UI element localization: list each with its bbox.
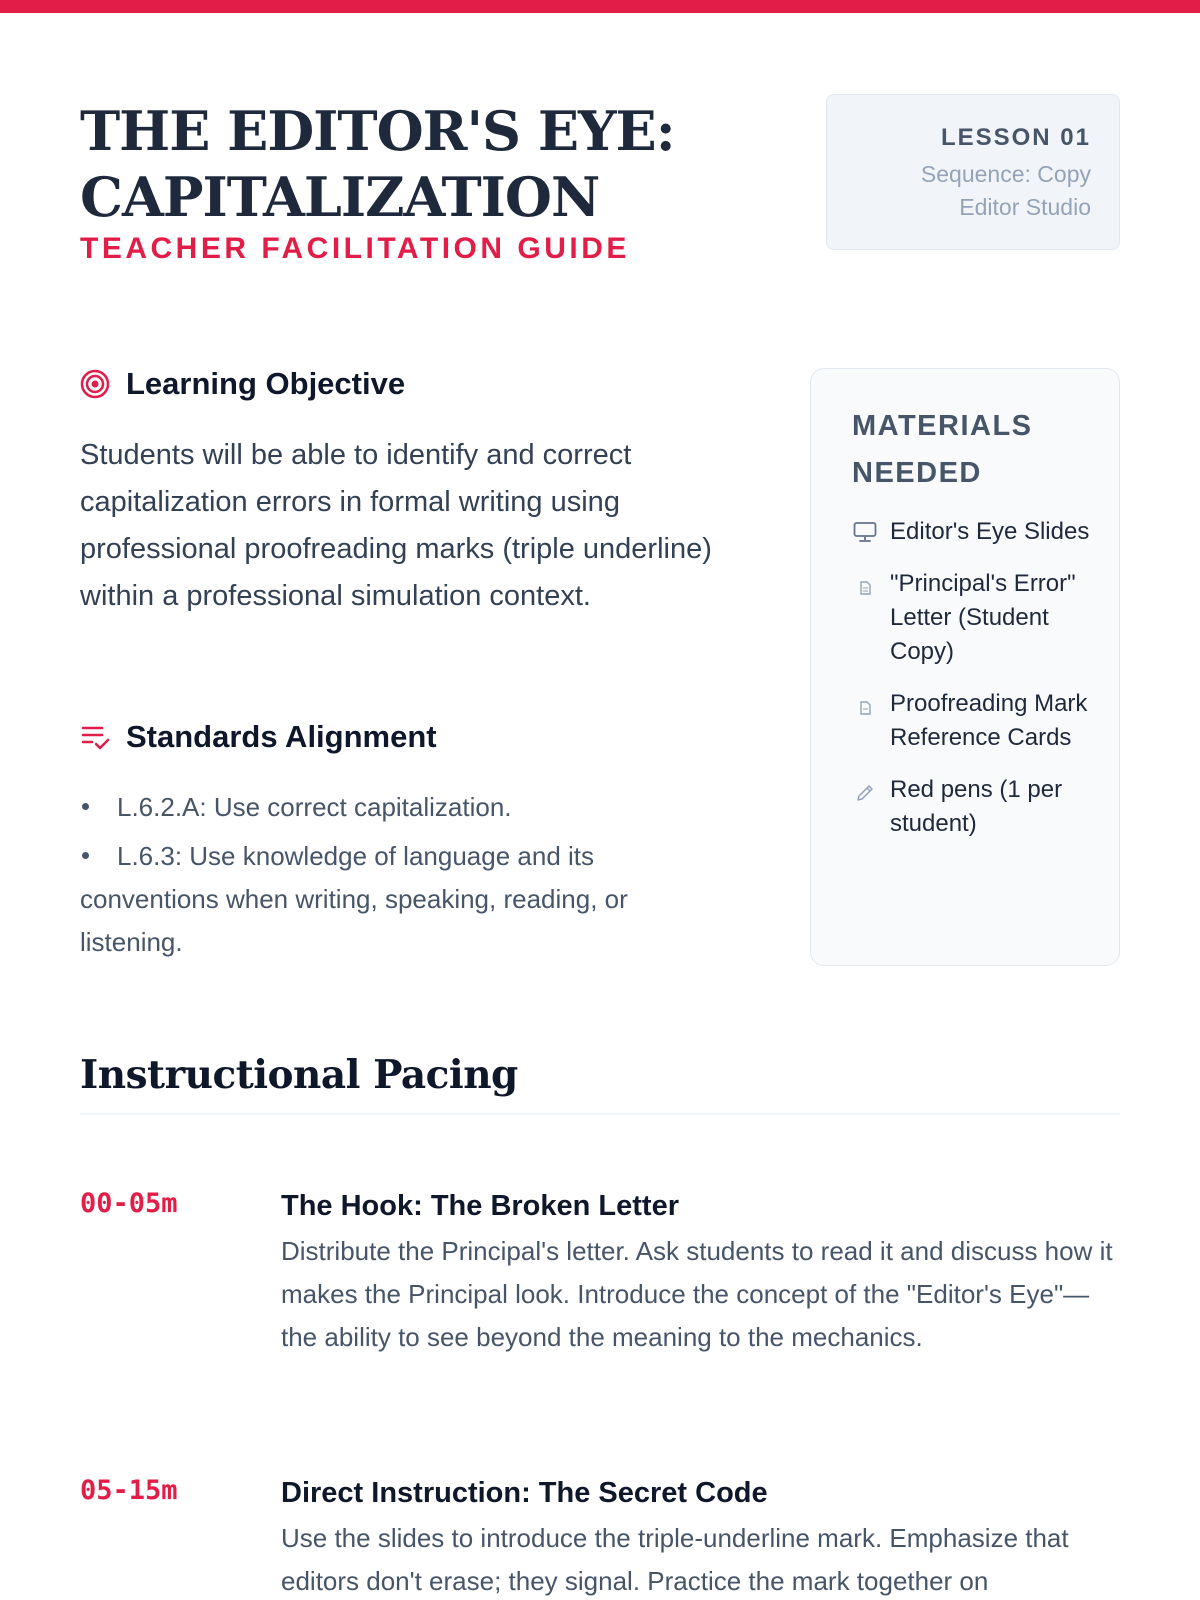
pacing-step-title: The Hook: The Broken Letter bbox=[281, 1190, 679, 1222]
lesson-info-card bbox=[826, 94, 1120, 250]
pen-icon bbox=[852, 779, 878, 803]
page-header bbox=[80, 98, 780, 266]
target-icon bbox=[80, 369, 110, 399]
material-label: "Principal's Error" Letter (Student Copy) bbox=[890, 570, 1076, 665]
materials-card bbox=[810, 368, 1120, 966]
pacing-time: 05-15m bbox=[80, 1475, 178, 1506]
materials-title-line1: MATERIALS bbox=[852, 410, 1033, 442]
objective-heading bbox=[80, 366, 405, 402]
pacing-step-title: Direct Instruction: The Secret Code bbox=[281, 1477, 768, 1509]
bullet-icon bbox=[82, 852, 89, 859]
pacing-step-body bbox=[281, 1188, 1121, 1359]
document-icon bbox=[852, 573, 878, 595]
standards-item bbox=[80, 835, 720, 964]
pacing-divider bbox=[80, 1113, 1120, 1115]
standards-heading bbox=[80, 719, 437, 755]
standards-item-text: L.6.3: Use knowledge of language and its conventions when writing, speaking, reading, or listening. bbox=[80, 841, 628, 957]
materials-list bbox=[852, 515, 1099, 841]
pacing-step-text: Distribute the Principal's letter. Ask students to read it and discuss how it makes the Principal look. Introduce the concept of the "Editor's Eye"—the ability to see beyond the meaning to the mechanics. bbox=[281, 1236, 1113, 1352]
pacing-time: 00-05m bbox=[80, 1188, 178, 1219]
lesson-number: LESSON 01 bbox=[940, 124, 1091, 151]
material-label: Proofreading Mark Reference Cards bbox=[890, 690, 1088, 751]
pacing-step-text: Use the slides to introduce the triple-underline mark. Emphasize that editors don't erase; they signal. Practice the mark together on bbox=[281, 1523, 1069, 1596]
page-subtitle: TEACHER FACILITATION GUIDE bbox=[80, 232, 630, 265]
objective-heading-label: Learning Objective bbox=[126, 366, 406, 401]
lesson-sequence-line2: Editor Studio bbox=[959, 194, 1091, 220]
materials-title-line2: NEEDED bbox=[852, 457, 982, 489]
monitor-icon bbox=[852, 521, 878, 543]
material-item bbox=[852, 773, 1099, 841]
materials-title bbox=[852, 403, 1099, 497]
lesson-sequence bbox=[855, 158, 1091, 224]
pacing-step-body bbox=[281, 1475, 1121, 1600]
page-title bbox=[80, 98, 780, 230]
pacing-title: Instructional Pacing bbox=[80, 1052, 518, 1098]
top-accent-bar bbox=[0, 0, 1200, 13]
standards-list bbox=[80, 786, 720, 970]
material-label: Editor's Eye Slides bbox=[890, 518, 1090, 545]
lesson-sequence-line1: Sequence: Copy bbox=[920, 161, 1091, 187]
page-title-line2: CAPITALIZATION bbox=[80, 165, 600, 229]
standards-heading-label: Standards Alignment bbox=[126, 719, 437, 754]
page-title-line1: THE EDITOR'S EYE: bbox=[80, 99, 675, 163]
bullet-icon bbox=[82, 803, 89, 810]
standards-item-text: L.6.2.A: Use correct capitalization. bbox=[117, 792, 512, 822]
standards-item bbox=[80, 786, 720, 829]
material-item bbox=[852, 567, 1099, 669]
material-label: Red pens (1 per student) bbox=[890, 776, 1063, 837]
list-check-icon bbox=[80, 722, 110, 752]
document-icon bbox=[852, 693, 878, 715]
material-item bbox=[852, 687, 1099, 755]
material-item bbox=[852, 515, 1099, 549]
objective-text: Students will be able to identify and correct capitalization errors in formal writing using professional proofreading marks (triple underline) within a professional simulation context. bbox=[80, 439, 712, 612]
